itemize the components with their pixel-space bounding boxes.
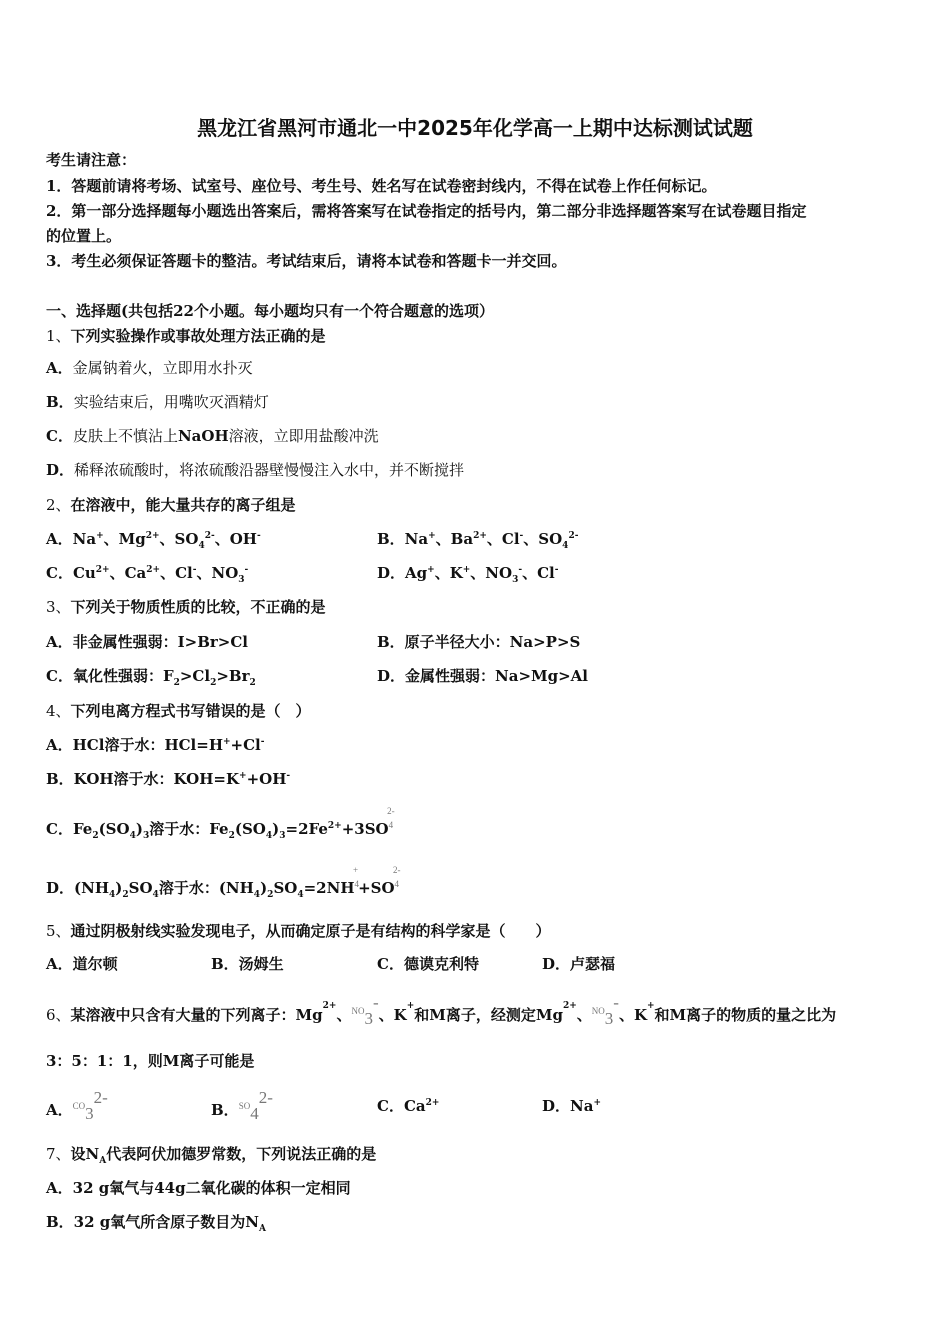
- q6-option-a: [46, 1088, 108, 1123]
- text-segment: D．金属性强弱：Na>Mg>Al: [377, 667, 589, 685]
- section-heading: [46, 301, 494, 321]
- text-segment: D．Na: [542, 1097, 594, 1115]
- text-segment: +: [96, 531, 104, 541]
- text-segment: ): [260, 879, 268, 897]
- text-segment: 2: [267, 890, 274, 900]
- q1-option-b: [46, 392, 269, 412]
- q4-option-d: [46, 865, 401, 900]
- text-segment: 、SO: [523, 530, 563, 548]
- text-segment: SO: [273, 879, 298, 897]
- q7-option-a: [46, 1178, 351, 1198]
- text-segment: -: [192, 565, 197, 575]
- text-segment: 3: [85, 1104, 94, 1123]
- text-segment: 2+: [146, 565, 161, 575]
- text-segment: C．德谟克利特: [377, 955, 479, 973]
- q4-option-b: [46, 769, 290, 789]
- text-segment: D．(NH: [46, 879, 109, 897]
- text-segment: 3: [364, 1009, 373, 1028]
- text-segment: NaOH: [177, 427, 229, 445]
- text-segment: 2: [122, 890, 129, 900]
- question-2-stem: [46, 495, 296, 515]
- text-segment: 4: [250, 1104, 259, 1123]
- text-segment: -: [260, 737, 265, 747]
- text-segment: C．氧化性强弱：F: [46, 667, 174, 685]
- text-segment: 、NO: [196, 564, 239, 582]
- text-segment: 2．第一部分选择题每小题选出答案后，需将答案写在试卷指定的括号内，第二部分非选择题答案写在试卷题目指定: [46, 202, 807, 220]
- text-segment: 、K: [378, 1006, 407, 1024]
- text-segment: ): [115, 879, 123, 897]
- text-segment: 3: [512, 575, 519, 585]
- text-segment: 稀释浓硫酸时，将浓硫酸沿器壁慢慢注入水中，并不断搅拌: [74, 461, 465, 479]
- question-7-stem: [46, 1144, 376, 1164]
- text-segment: SO: [128, 879, 153, 897]
- text-segment: 7、: [46, 1145, 71, 1163]
- q7-option-b: [46, 1212, 266, 1232]
- text-segment: 3: [142, 831, 150, 841]
- text-segment: +SO: [358, 879, 395, 897]
- text-segment: 、K: [618, 1006, 647, 1024]
- text-segment: 1．答题前请将考场、试室号、座位号、考生号、姓名写在试卷密封线内，不得在试卷上作任何标记。: [46, 177, 717, 195]
- text-segment: 2-: [258, 1088, 273, 1107]
- text-segment: 、Ca: [109, 564, 147, 582]
- text-segment: 通过阴极射线实验发现电子，从而确定原子是有结构的科学家是（ ）: [70, 922, 551, 940]
- notice-header: [46, 150, 136, 170]
- text-segment: D．: [46, 461, 75, 479]
- text-segment: 溶于水：(NH: [158, 879, 254, 897]
- text-segment: 3: [238, 575, 245, 585]
- question-6-stem: [46, 993, 837, 1028]
- text-segment: ): [272, 820, 280, 838]
- text-segment: 代表阿伏加德罗常数，下列说法正确的是: [106, 1145, 377, 1163]
- text-segment: A: [99, 1156, 107, 1166]
- text-segment: >Br: [216, 667, 250, 685]
- text-segment: 下列关于物质性质的比较，不正确的是: [70, 598, 326, 616]
- text-segment: +OH: [246, 770, 287, 788]
- text-segment: +Cl: [230, 736, 261, 754]
- text-segment: ): [135, 820, 143, 838]
- text-segment: 4: [562, 541, 569, 551]
- text-segment: 4: [129, 831, 136, 841]
- text-segment: 溶液，立即用盐酸冲洗: [228, 427, 379, 445]
- q6-option-d: [542, 1096, 601, 1116]
- q2-option-c: [46, 563, 248, 583]
- text-segment: -: [519, 531, 524, 541]
- text-segment: 2+: [322, 1001, 337, 1011]
- text-segment: C．Ca: [377, 1097, 426, 1115]
- q3-option-c: [46, 666, 256, 686]
- text-segment: -: [518, 565, 523, 575]
- text-segment: 3: [279, 831, 286, 841]
- text-segment: 2-: [387, 806, 395, 816]
- text-segment: (SO: [234, 820, 266, 838]
- text-segment: 的位置上。: [46, 227, 122, 245]
- text-segment: A．32 g氧气与44g二氧化碳的体积一定相同: [46, 1179, 351, 1197]
- text-segment: 、Cl: [522, 564, 555, 582]
- text-segment: NO: [591, 1006, 605, 1016]
- text-segment: A．: [46, 1101, 73, 1119]
- text-segment: -: [286, 771, 291, 781]
- text-segment: -: [244, 565, 249, 575]
- text-segment: 和M离子，经测定Mg: [414, 1006, 563, 1024]
- q2-option-d: [377, 563, 558, 583]
- text-segment: D．卢瑟福: [542, 955, 616, 973]
- text-segment: 2+: [562, 1001, 577, 1011]
- text-segment: +: [428, 531, 436, 541]
- text-segment: B．: [211, 1101, 239, 1119]
- text-segment: +: [462, 565, 471, 575]
- text-segment: 实验结束后，用嘴吹灭酒精灯: [73, 393, 269, 411]
- text-segment: 4: [388, 820, 394, 830]
- text-segment: 3: [604, 1009, 614, 1028]
- text-segment: +: [223, 737, 231, 747]
- text-segment: +3SO: [341, 820, 389, 838]
- text-segment: 2+: [425, 1098, 440, 1108]
- q3-option-b: [377, 632, 580, 652]
- q1-option-d: [46, 460, 464, 480]
- text-segment: 2+: [145, 531, 160, 541]
- text-segment: -: [256, 531, 261, 541]
- text-segment: +: [406, 1001, 415, 1011]
- text-segment: 2+: [95, 565, 110, 575]
- q2-option-a: [46, 529, 261, 549]
- notice-item: [46, 176, 716, 196]
- text-segment: B．KOH溶于水：KOH=K: [46, 770, 240, 788]
- text-segment: SO: [238, 1101, 251, 1111]
- question-5-stem: [46, 921, 551, 941]
- text-segment: 下列电离方程式书写错误的是（ ）: [70, 702, 311, 720]
- text-segment: 2、: [46, 496, 71, 514]
- text-segment: A．道尔顿: [46, 955, 118, 973]
- q3-option-d: [377, 666, 588, 686]
- text-segment: 4: [265, 831, 273, 841]
- text-segment: 3．考生必须保证答题卡的整洁。考试结束后，请将本试卷和答题卡一并交回。: [46, 252, 567, 270]
- text-segment: 4、: [46, 702, 71, 720]
- notice-item: [46, 251, 566, 271]
- text-segment: 、: [576, 1006, 592, 1024]
- text-segment: 、Cl: [486, 530, 520, 548]
- text-segment: 2-: [568, 531, 579, 541]
- text-segment: -: [554, 565, 559, 575]
- text-segment: 2-: [204, 531, 215, 541]
- text-segment: 皮肤上不慎沾上: [72, 427, 178, 445]
- page-title: 黑龙江省黑河市通北一中2025年化学高一上期中达标测试试题: [197, 116, 753, 140]
- q6-option-c: [377, 1096, 439, 1116]
- q5-option-d: [542, 954, 615, 974]
- text-segment: A．Na: [46, 530, 97, 548]
- text-segment: -: [372, 993, 379, 1012]
- text-segment: 2-: [93, 1088, 108, 1107]
- text-segment: +: [647, 1001, 655, 1011]
- text-segment: 一、选择题(共包括22个小题。每小题均只有一个符合题意的选项）: [46, 302, 494, 320]
- q1-option-c: [46, 426, 379, 446]
- text-segment: 、Ba: [435, 530, 474, 548]
- text-segment: 2-: [393, 865, 401, 875]
- text-segment: 6、: [46, 1006, 71, 1024]
- text-segment: 4: [109, 890, 116, 900]
- text-segment: 金属钠着火，立即用水扑灭: [72, 359, 253, 377]
- text-segment: 、Cl: [160, 564, 193, 582]
- text-segment: 3、: [46, 598, 71, 616]
- text-segment: =2NH: [303, 879, 355, 897]
- q5-option-a: [46, 954, 118, 974]
- text-segment: +: [593, 1098, 601, 1108]
- q5-option-b: [211, 954, 284, 974]
- text-segment: B．: [46, 393, 74, 411]
- text-segment: 、NO: [470, 564, 513, 582]
- text-segment: 2+: [327, 821, 342, 831]
- text-segment: >Cl: [179, 667, 211, 685]
- text-segment: 2: [249, 678, 256, 688]
- text-segment: =2Fe: [285, 820, 328, 838]
- question-3-stem: [46, 597, 326, 617]
- question-6-stem-cont: [46, 1051, 254, 1071]
- text-segment: B．原子半径大小：Na>P>S: [377, 633, 581, 651]
- text-segment: 2: [228, 831, 235, 841]
- text-segment: 、: [336, 1006, 352, 1024]
- notice-item: [46, 201, 806, 221]
- text-segment: +: [239, 771, 247, 781]
- text-segment: 考生请注意：: [46, 151, 137, 169]
- text-segment: 和M离子的物质的量之比为: [654, 1006, 837, 1024]
- text-segment: 、Mg: [103, 530, 146, 548]
- text-segment: 2: [173, 678, 180, 688]
- q2-option-b: [377, 529, 578, 549]
- text-segment: NO: [351, 1006, 365, 1016]
- text-segment: 4: [394, 879, 400, 889]
- notice-item: [46, 226, 121, 246]
- text-segment: A．: [46, 359, 73, 377]
- text-segment: 溶于水：Fe: [149, 820, 229, 838]
- text-segment: 4: [253, 890, 261, 900]
- text-segment: 下列实验操作或事故处理方法正确的是: [70, 327, 326, 345]
- text-segment: B．32 g氧气所含原子数目为N: [46, 1213, 259, 1231]
- text-segment: A．非金属性强弱：I>Br>Cl: [46, 633, 249, 651]
- text-segment: 、K: [434, 564, 463, 582]
- text-segment: 1、: [46, 327, 71, 345]
- text-segment: 在溶液中，能大量共存的离子组是: [70, 496, 296, 514]
- text-segment: A．HCl溶于水：HCl=H: [46, 736, 223, 754]
- text-segment: A: [258, 1224, 266, 1234]
- text-segment: 4: [354, 879, 359, 889]
- text-segment: C．Cu: [46, 564, 96, 582]
- text-segment: B．Na: [377, 530, 429, 548]
- text-segment: 、SO: [159, 530, 199, 548]
- text-segment: C．Fe: [46, 820, 93, 838]
- text-segment: 某溶液中只含有大量的下列离子：Mg: [70, 1006, 323, 1024]
- q1-option-a: [46, 358, 253, 378]
- text-segment: 、OH: [214, 530, 257, 548]
- text-segment: +: [427, 565, 435, 575]
- text-segment: C．: [46, 427, 73, 445]
- text-segment: 4: [152, 890, 159, 900]
- q5-option-c: [377, 954, 479, 974]
- text-segment: D．Ag: [377, 564, 428, 582]
- q4-option-a: [46, 735, 265, 755]
- text-segment: 2: [92, 831, 99, 841]
- text-segment: +: [353, 865, 359, 875]
- text-segment: 2: [210, 678, 217, 688]
- text-segment: 4: [198, 541, 205, 551]
- text-segment: CO: [72, 1101, 86, 1111]
- q3-option-a: [46, 632, 248, 652]
- text-segment: 5、: [46, 922, 71, 940]
- q4-option-c: [46, 806, 395, 841]
- q6-option-b: [211, 1088, 273, 1123]
- text-segment: B．汤姆生: [211, 955, 284, 973]
- text-segment: -: [613, 993, 619, 1012]
- text-segment: 4: [297, 890, 304, 900]
- text-segment: (SO: [98, 820, 130, 838]
- text-segment: 3：5：1：1，则M离子可能是: [46, 1052, 255, 1070]
- text-segment: 2+: [473, 531, 487, 541]
- text-segment: 设N: [70, 1145, 100, 1163]
- question-4-stem: [46, 701, 311, 721]
- question-1-stem: [46, 326, 326, 346]
